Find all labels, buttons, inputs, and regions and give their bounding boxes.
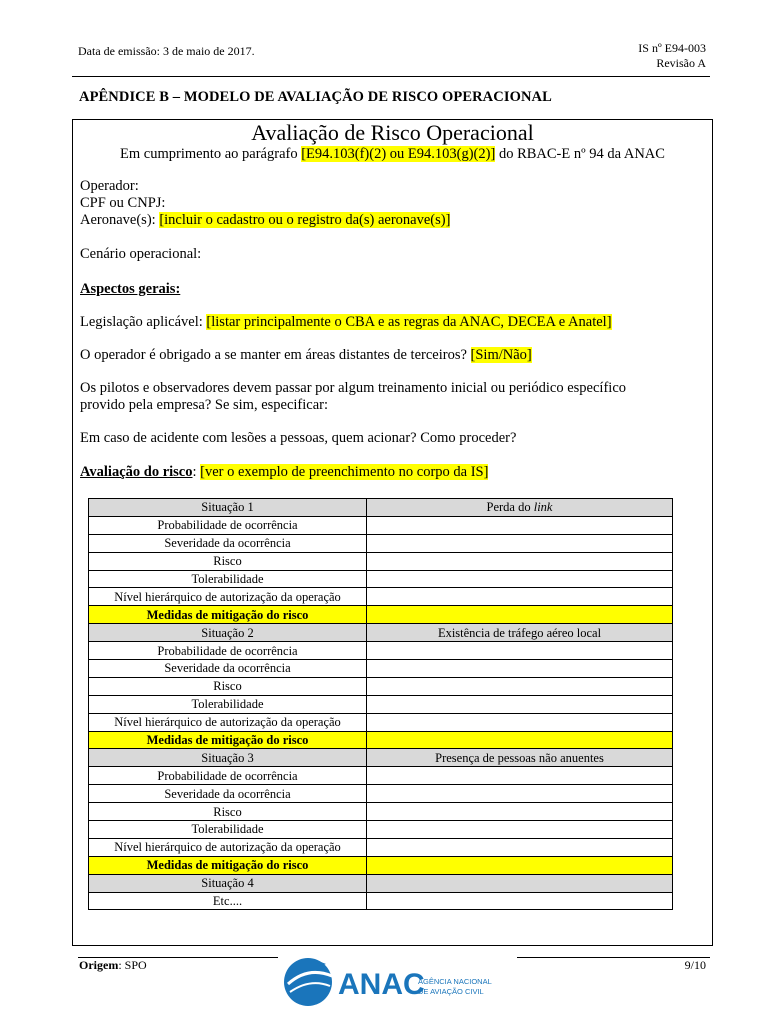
cpf-label: CPF ou CNPJ: — [80, 195, 166, 211]
logo-subtext-2: DE AVIAÇÃO CIVIL — [418, 987, 484, 996]
third-party-highlight: [Sim/Não] — [470, 347, 532, 363]
risk-value-cell[interactable] — [367, 677, 673, 695]
probability-label: Probabilidade de ocorrência — [89, 516, 367, 534]
authorization-level-label: Nível hierárquico de autorização da operação — [89, 588, 367, 606]
mitigation-row — [89, 731, 673, 749]
probability-value-cell[interactable] — [367, 516, 673, 534]
document-id — [638, 41, 706, 71]
mitigation-label: Medidas de mitigação do risco — [89, 731, 367, 749]
table-row — [89, 713, 673, 731]
anac-logo — [280, 954, 492, 1010]
authorization-value-cell[interactable] — [367, 713, 673, 731]
situation-1-description — [367, 499, 673, 517]
aircraft-highlight: [incluir o cadastro ou o registro da(s) aeronave(s)] — [159, 212, 451, 228]
mitigation-value-cell[interactable] — [367, 606, 673, 624]
tolerability-label: Tolerabilidade — [89, 821, 367, 839]
table-row — [89, 803, 673, 821]
risk-label: Risco — [89, 677, 367, 695]
situation-4-description[interactable] — [367, 874, 673, 892]
form-subtitle — [72, 146, 713, 163]
aircraft-line — [80, 212, 450, 229]
probability-label: Probabilidade de ocorrência — [89, 767, 367, 785]
training-line-1: Os pilotos e observadores devem passar por algum treinamento inicial ou periódico específico — [80, 380, 627, 396]
severity-label: Severidade da ocorrência — [89, 785, 367, 803]
situation-row — [89, 624, 673, 642]
footer-divider-right — [517, 957, 710, 958]
mitigation-row — [89, 606, 673, 624]
mitigation-row — [89, 856, 673, 874]
origin-label: Origem — [79, 958, 119, 972]
page-number: 9/10 — [684, 958, 706, 972]
table-row — [89, 695, 673, 713]
tolerability-value-cell[interactable] — [367, 821, 673, 839]
table-row — [89, 552, 673, 570]
tolerability-value-cell[interactable] — [367, 570, 673, 588]
tolerability-label: Tolerabilidade — [89, 570, 367, 588]
table-row — [89, 785, 673, 803]
probability-label: Probabilidade de ocorrência — [89, 642, 367, 660]
risk-colon: : — [192, 464, 201, 480]
severity-label: Severidade da ocorrência — [89, 660, 367, 678]
table-row — [89, 892, 673, 910]
risk-highlight: [ver o exemplo de preenchimento no corpo da IS] — [200, 464, 489, 480]
authorization-level-label: Nível hierárquico de autorização da operação — [89, 713, 367, 731]
operator-label: Operador: — [80, 178, 139, 194]
tolerability-label: Tolerabilidade — [89, 695, 367, 713]
header-divider — [72, 76, 710, 77]
training-line-2: provido pela empresa? Se sim, especificar: — [80, 397, 329, 413]
third-party-question — [80, 347, 532, 364]
situation-2-description: Existência de tráfego aéreo local — [367, 624, 673, 642]
legislation-label: Legislação aplicável: — [80, 314, 207, 330]
situation-3-label: Situação 3 — [89, 749, 367, 767]
origin — [79, 958, 147, 973]
scenario-label: Cenário operacional: — [80, 246, 202, 262]
severity-label: Severidade da ocorrência — [89, 534, 367, 552]
third-party-text: O operador é obrigado a se manter em áreas distantes de terceiros? — [80, 347, 471, 363]
form-title: Avaliação de Risco Operacional — [251, 120, 534, 145]
table-row — [89, 642, 673, 660]
severity-value-cell[interactable] — [367, 534, 673, 552]
table-row — [89, 821, 673, 839]
table-row — [89, 534, 673, 552]
subtitle-highlight: [E94.103(f)(2) ou E94.103(g)(2)] — [301, 146, 496, 162]
general-aspects-heading: Aspectos gerais: — [80, 281, 181, 297]
risk-value-cell[interactable] — [367, 552, 673, 570]
authorization-value-cell[interactable] — [367, 838, 673, 856]
logo-subtext-1: AGÊNCIA NACIONAL — [418, 977, 492, 986]
origin-value: : SPO — [118, 958, 147, 972]
table-row — [89, 838, 673, 856]
severity-value-cell[interactable] — [367, 660, 673, 678]
table-row — [89, 767, 673, 785]
severity-value-cell[interactable] — [367, 785, 673, 803]
tolerability-value-cell[interactable] — [367, 695, 673, 713]
situation-3-description: Presença de pessoas não anuentes — [367, 749, 673, 767]
situation-4-label: Situação 4 — [89, 874, 367, 892]
situation-row — [89, 499, 673, 517]
situation-2-label: Situação 2 — [89, 624, 367, 642]
etc-label: Etc.... — [89, 892, 367, 910]
table-row — [89, 660, 673, 678]
mitigation-label: Medidas de mitigação do risco — [89, 606, 367, 624]
risk-assessment-line — [80, 464, 488, 481]
subtitle-pre: Em cumprimento ao parágrafo — [120, 146, 302, 162]
risk-value-cell[interactable] — [367, 803, 673, 821]
subtitle-post: do RBAC-E nº 94 da ANAC — [495, 146, 665, 162]
doc-number: IS nº E94-003 — [638, 41, 706, 55]
situation-row — [89, 749, 673, 767]
legislation-line — [80, 314, 612, 331]
aircraft-label: Aeronave(s): — [80, 212, 160, 228]
situation-1-label: Situação 1 — [89, 499, 367, 517]
situation-1-desc-pre: Perda do — [486, 500, 534, 515]
etc-value-cell[interactable] — [367, 892, 673, 910]
legislation-highlight: [listar principalmente o CBA e as regras da ANAC, DECEA e Anatel] — [206, 314, 612, 330]
revision: Revisão A — [656, 56, 706, 70]
accident-question: Em caso de acidente com lesões a pessoas, quem acionar? Como proceder? — [80, 430, 517, 446]
training-question — [80, 380, 626, 414]
logo-wordmark: ANAC — [338, 968, 425, 1001]
situation-row — [89, 874, 673, 892]
table-row — [89, 516, 673, 534]
risk-label: Risco — [89, 552, 367, 570]
mitigation-label: Medidas de mitigação do risco — [89, 856, 367, 874]
authorization-value-cell[interactable] — [367, 588, 673, 606]
risk-table — [88, 498, 673, 910]
risk-heading: Avaliação do risco — [80, 464, 193, 480]
authorization-level-label: Nível hierárquico de autorização da operação — [89, 838, 367, 856]
mitigation-value-cell[interactable] — [367, 856, 673, 874]
issue-date: Data de emissão: 3 de maio de 2017. — [78, 44, 255, 58]
table-row — [89, 677, 673, 695]
mitigation-value-cell[interactable] — [367, 731, 673, 749]
risk-label: Risco — [89, 803, 367, 821]
probability-value-cell[interactable] — [367, 767, 673, 785]
table-row — [89, 570, 673, 588]
probability-value-cell[interactable] — [367, 642, 673, 660]
appendix-title: APÊNDICE B – MODELO DE AVALIAÇÃO DE RISCO OPERACIONAL — [79, 89, 552, 105]
situation-1-desc-em: link — [533, 500, 553, 515]
table-row — [89, 588, 673, 606]
